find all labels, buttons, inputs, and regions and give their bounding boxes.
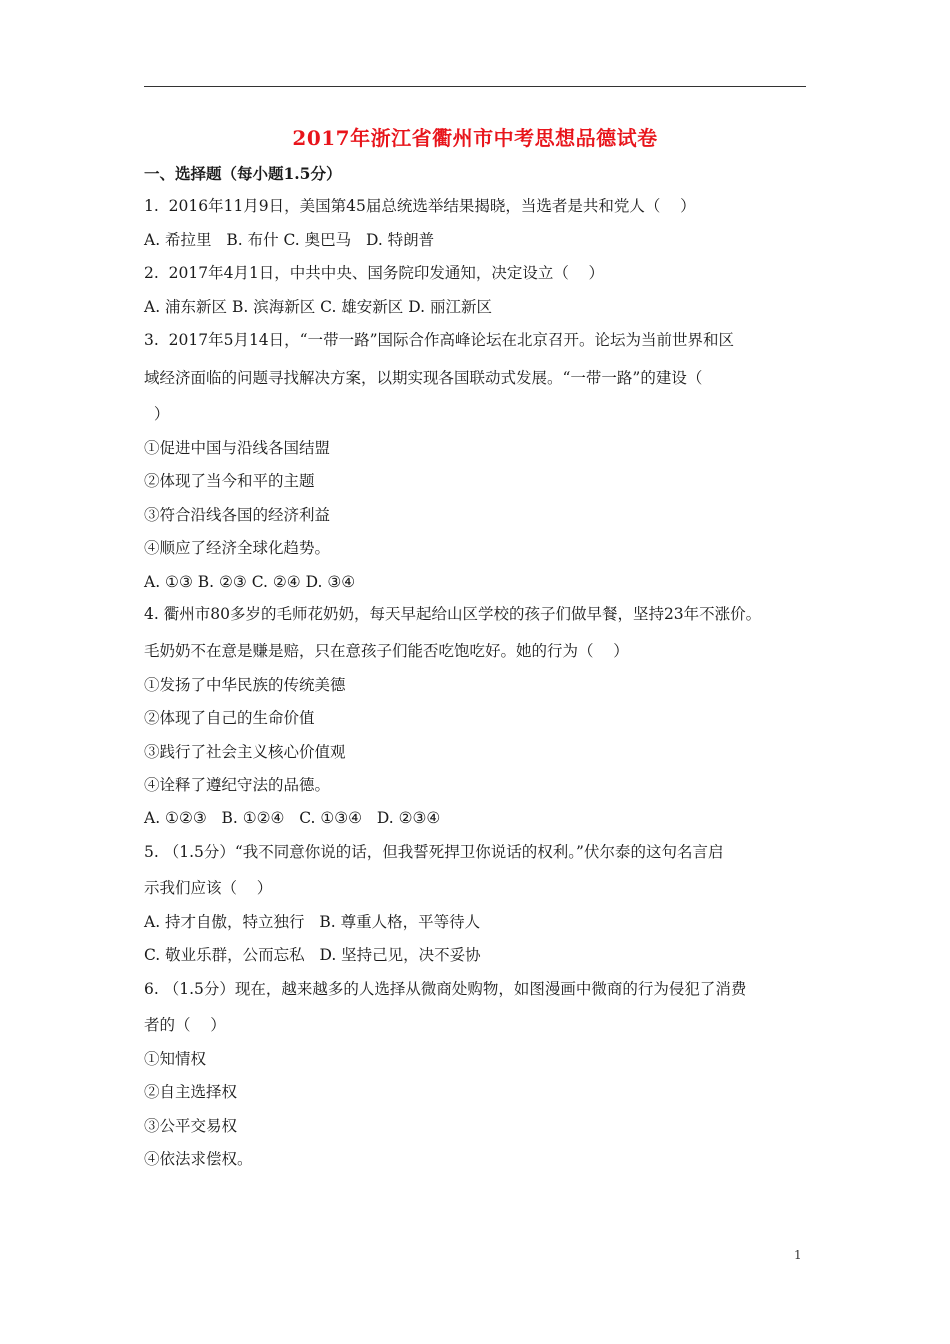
question-3-stem-line-3: ） (144, 405, 170, 423)
question-3-item-2: ②体现了当今和平的主题 (144, 472, 315, 490)
question-3-item-3: ③符合沿线各国的经济利益 (144, 506, 331, 524)
question-3-item-4: ④顺应了经济全球化趋势。 (144, 539, 331, 557)
question-6-item-3: ③公平交易权 (144, 1117, 238, 1135)
question-5-options-1: A. 持才自傲，特立独行 B. 尊重人格，平等待人 (144, 913, 481, 931)
question-5-stem-line-1: 5. （1.5分）“我不同意你说的话，但我誓死捍卫你说话的权利。”伏尔泰的这句名言启 (144, 843, 724, 861)
exam-title: 2017年浙江省衢州市中考思想品德试卷 (292, 126, 658, 150)
question-4-item-3: ③践行了社会主义核心价值观 (144, 743, 346, 761)
question-6-stem-line-1: 6. （1.5分）现在，越来越多的人选择从微商处购物，如图漫画中微商的行为侵犯了消费 (144, 980, 747, 998)
page-number: 1 (794, 1248, 802, 1262)
question-6-item-2: ②自主选择权 (144, 1083, 238, 1101)
question-3-item-1: ①促进中国与沿线各国结盟 (144, 439, 331, 457)
question-4-stem-line-1: 4. 衢州市80多岁的毛师花奶奶，每天早起给山区学校的孩子们做早餐，坚持23年不涨价。 (144, 605, 762, 623)
question-4-options: A. ①②③ B. ①②④ C. ①③④ D. ②③④ (144, 809, 441, 827)
question-3-stem-line-2: 域经济面临的问题寻找解决方案，以期实现各国联动式发展。“一带一路”的建设（ (144, 369, 703, 387)
header-rule (144, 86, 806, 87)
question-4-item-1: ①发扬了中华民族的传统美德 (144, 676, 346, 694)
question-1-stem: 1. 2016年11月9日，美国第45届总统选举结果揭晓，当选者是共和党人（ ） (144, 197, 696, 215)
question-1-options: A. 希拉里 B. 布什 C. 奥巴马 D. 特朗普 (144, 231, 435, 249)
question-3-stem-line-1: 3. 2017年5月14日，“一带一路”国际合作高峰论坛在北京召开。论坛为当前世界和区 (144, 331, 735, 349)
section-heading: 一、选择题（每小题1.5分） (144, 164, 342, 183)
question-2-stem: 2. 2017年4月1日，中共中央、国务院印发通知，决定设立（ ） (144, 264, 605, 282)
question-3-options: A. ①③ B. ②③ C. ②④ D. ③④ (144, 573, 356, 591)
question-5-stem-line-2: 示我们应该（ ） (144, 879, 273, 897)
question-4-item-4: ④诠释了遵纪守法的品德。 (144, 776, 331, 794)
question-2-options: A. 浦东新区 B. 滨海新区 C. 雄安新区 D. 丽江新区 (144, 298, 492, 316)
question-6-item-1: ①知情权 (144, 1050, 207, 1068)
question-6-stem-line-2: 者的（ ） (144, 1016, 226, 1034)
question-4-item-2: ②体现了自己的生命价值 (144, 709, 315, 727)
question-4-stem-line-2: 毛奶奶不在意是赚是赔，只在意孩子们能否吃饱吃好。她的行为（ ） (144, 642, 629, 660)
question-5-options-2: C. 敬业乐群，公而忘私 D. 坚持己见，决不妥协 (144, 946, 481, 964)
question-6-item-4: ④依法求偿权。 (144, 1150, 253, 1168)
